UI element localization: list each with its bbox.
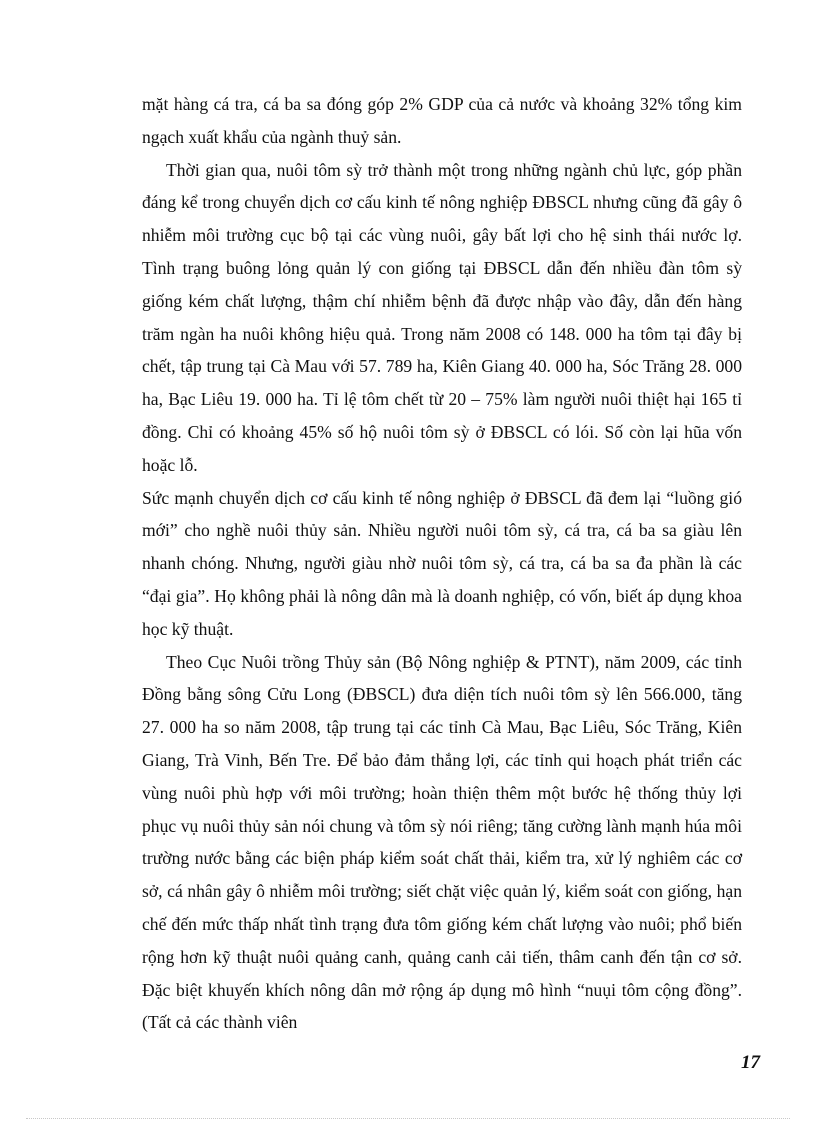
paragraph-economic-shift: Sức mạnh chuyển dịch cơ cấu kinh tế nông nghiệp ở ĐBSCL đã đem lại “luồng gió mới” cho nghề nuôi thủy sản. Nhiều người nuôi tôm sỳ, cá tra, cá ba sa giàu lên nhanh chóng. Nhưng, người giàu nhờ nuôi tôm sỳ, cá tra, cá ba sa đa phần là các “đại gia”. Họ không phải là nông dân mà là doanh nghiệp, có vốn, biết áp dụng khoa học kỹ thuật. <box>142 487 742 639</box>
footer-dotted-rule <box>26 1118 790 1119</box>
paragraph-aquaculture-department: Theo Cục Nuôi trồng Thủy sản (Bộ Nông nghiệp & PTNT), năm 2009, các tỉnh Đồng bằng sông Cửu Long (ĐBSCL) đưa diện tích nuôi tôm sỳ lên 566.000, tăng 27. 000 ha so năm 2008, tập trung tại các tỉnh Cà Mau, Bạc Liêu, Sóc Trăng, Kiên Giang, Trà Vinh, Bến Tre. Để bảo đảm thắng lợi, các tỉnh qui hoạch phát triển các vùng nuôi phù hợp với môi trường; hoàn thiện thêm một bước hệ thống thủy lợi phục vụ nuôi thủy sản nói chung và tôm sỳ nói riêng; tăng cường lành mạnh húa môi trường nước bằng các biện pháp kiểm soát chất thải, kiểm tra, xử lý nghiêm các cơ sở, cá nhân gây ô nhiễm môi trường; siết chặt việc quản lý, kiểm soát con giống, hạn chế đến mức thấp nhất tình trạng đưa tôm giống kém chất lượng vào nuôi; phổ biến rộng hơn kỹ thuật nuôi quảng canh, quảng canh cải tiến, thâm canh đến tận cơ sở. Đặc biệt khuyến khích nông dân mở rộng áp dụng mô hình “nuụi tôm cộng đồng”. (Tất cả các thành viên <box>142 651 742 1033</box>
page-number: 17 <box>741 1052 760 1073</box>
paragraph-continuation: mặt hàng cá tra, cá ba sa đóng góp 2% GDP của cả nước và khoảng 32% tổng kim ngạch xuất khẩu của ngành thuỷ sản. <box>142 94 742 147</box>
paragraph-shrimp-farming: Thời gian qua, nuôi tôm sỳ trở thành một trong những ngành chủ lực, góp phần đáng kể trong chuyển dịch cơ cấu kinh tế nông nghiệp ĐBSCL nhưng cũng đã gây ô nhiễm môi trường cục bộ tại các vùng nuôi, gây bất lợi cho hệ sinh thái nước lợ. Tình trạng buông lỏng quản lý con giống tại ĐBSCL dẫn đến nhiều đàn tôm sỳ giống kém chất lượng, thậm chí nhiễm bệnh đã được nhập vào đây, dẫn đến hàng trăm ngàn ha nuôi không hiệu quả. Trong năm 2008 có 148. 000 ha tôm tại đây bị chết, tập trung tại Cà Mau với 57. 789 ha, Kiên Giang 40. 000 ha, Sóc Trăng 28. 000 ha, Bạc Liêu 19. 000 ha. Tỉ lệ tôm chết từ 20 – 75% làm người nuôi thiệt hại 165 tỉ đồng. Chỉ có khoảng 45% số hộ nuôi tôm sỳ ở ĐBSCL có lói. Số còn lại hũa vốn hoặc lỗ. <box>142 159 742 475</box>
body-text <box>142 88 742 1039</box>
